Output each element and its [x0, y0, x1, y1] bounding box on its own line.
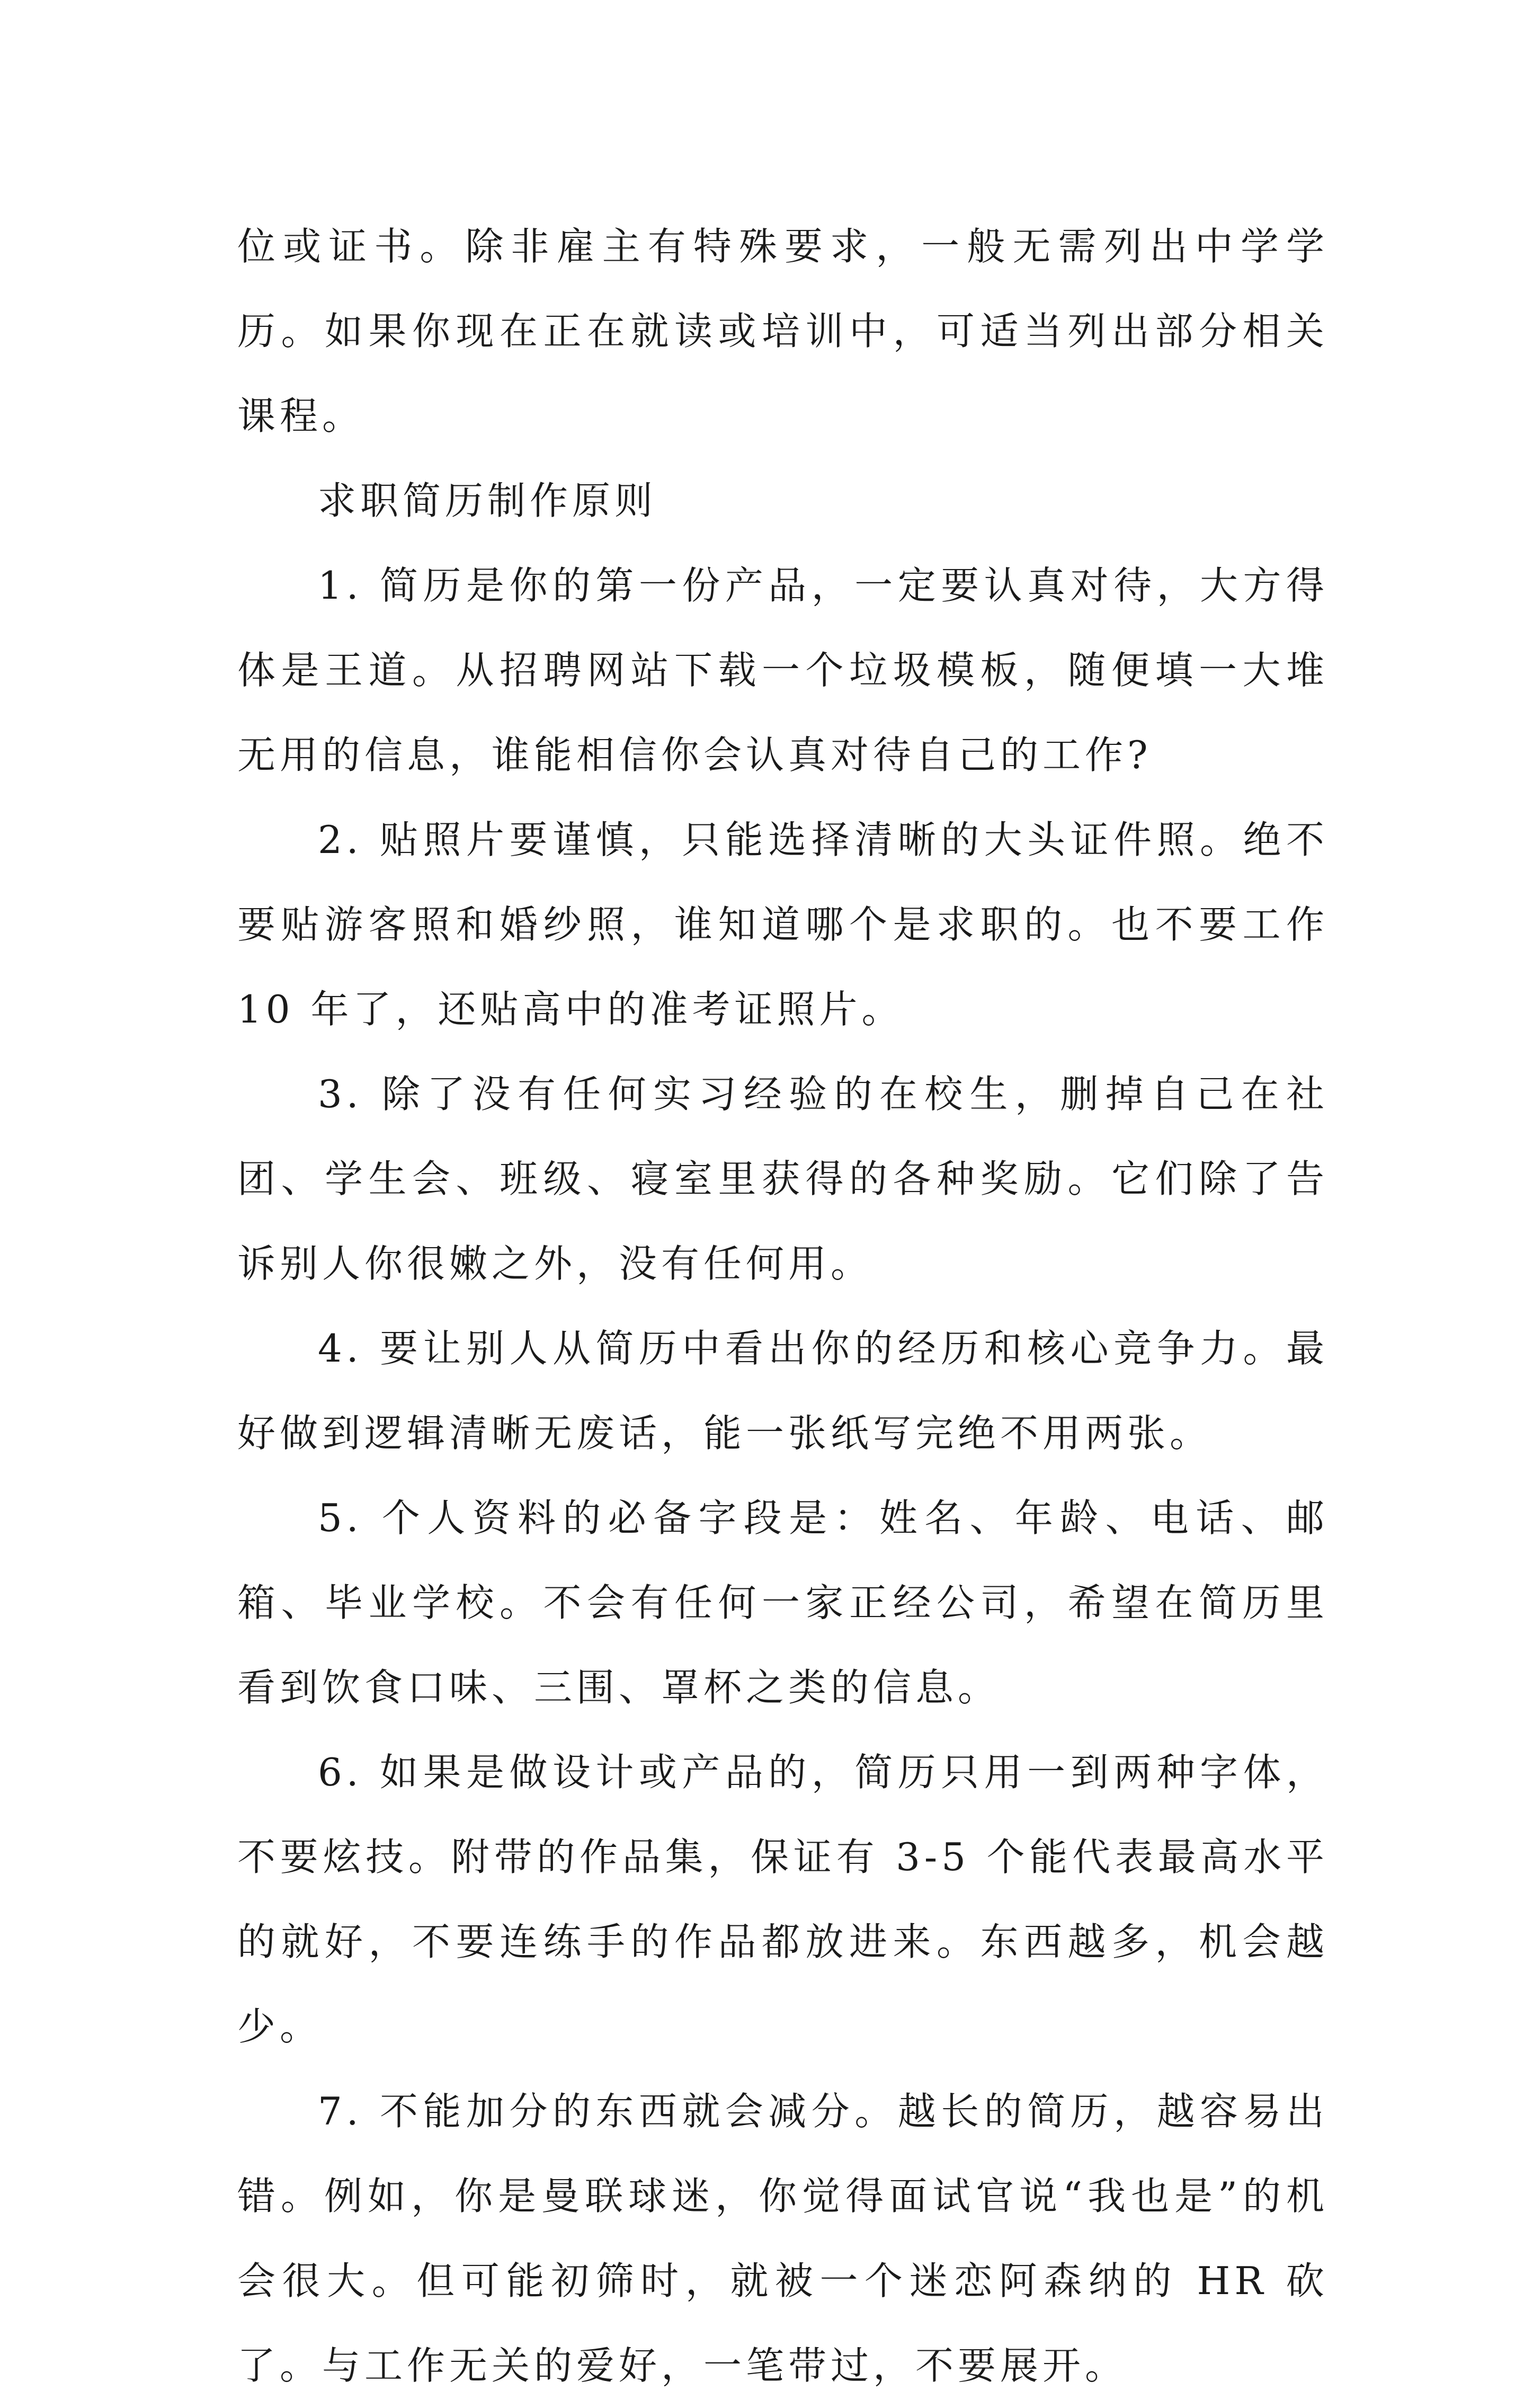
paragraph-item-5: 5. 个人资料的必备字段是：姓名、年龄、电话、邮箱、毕业学校。不会有任何一家正经公司，希望在简历里看到饮食口味、三围、罩杯之类的信息。: [237, 1496, 1329, 1710]
paragraph-item-2: 2. 贴照片要谨慎，只能选择清晰的大头证件照。绝不要贴游客照和婚纱照，谁知道哪个是求职的。也不要工作 10 年了，还贴高中的准考证照片。: [237, 818, 1329, 1032]
document-body: [237, 204, 1329, 2408]
section-heading: 求职简历制作原则: [318, 478, 657, 523]
paragraph-item-3: 3. 除了没有任何实习经验的在校生，删掉自己在社团、学生会、班级、寝室里获得的各种奖励。它们除了告诉别人你很嫩之外，没有任何用。: [237, 1072, 1329, 1286]
paragraph-item-6: 6. 如果是做设计或产品的，简历只用一到两种字体，不要炫技。附带的作品集，保证有 3-5 个能代表最高水平的就好，不要连练手的作品都放进来。东西越多，机会越少。: [237, 1750, 1329, 2049]
paragraph-item-7: 7. 不能加分的东西就会减分。越长的简历，越容易出错。例如，你是曼联球迷，你觉得面试官说“我也是”的机会很大。但可能初筛时，就被一个迷恋阿森纳的 HR 砍了。与工作无关的爱好，一笔带过，不要展开。: [237, 2089, 1329, 2388]
paragraph-item-1: 1. 简历是你的第一份产品，一定要认真对待，大方得体是王道。从招聘网站下载一个垃圾模板，随便填一大堆无用的信息，谁能相信你会认真对待自己的工作?: [237, 563, 1329, 777]
paragraph-item-4: 4. 要让别人从简历中看出你的经历和核心竞争力。最好做到逻辑清晰无废话，能一张纸写完绝不用两张。: [237, 1326, 1329, 1455]
paragraph-continued: 位或证书。除非雇主有特殊要求，一般无需列出中学学历。如果你现在正在就读或培训中，可适当列出部分相关课程。: [237, 224, 1329, 438]
